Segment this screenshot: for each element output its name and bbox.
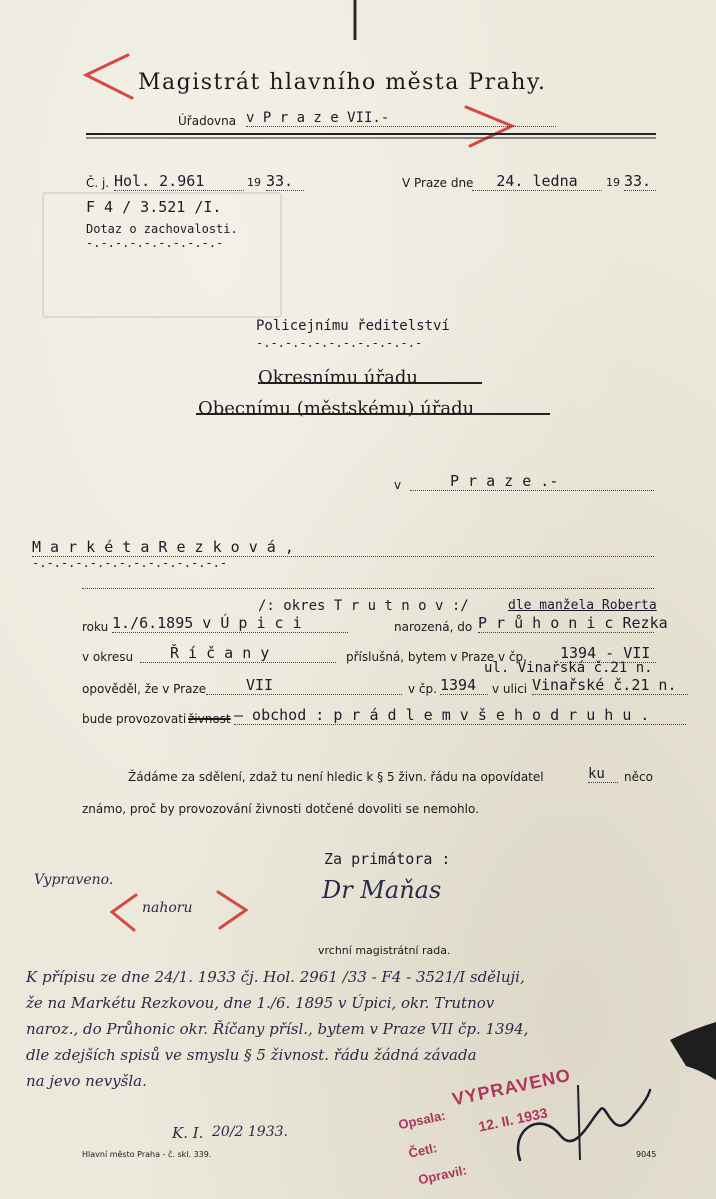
vcp-value: 1394 <box>440 676 488 695</box>
person-name: M a r k é t a R e z k o v á , <box>32 538 654 557</box>
provoz-label: bude provozovati <box>82 712 187 726</box>
opovedel-district: VII <box>206 676 402 695</box>
date-value: 24. ledna <box>472 172 602 191</box>
second-ref: F 4 / 3.521 /I. <box>86 198 222 216</box>
stamp-date: 12. II. 1933 <box>477 1104 549 1135</box>
official-signature: Dr Maňas <box>322 876 442 904</box>
recipient-dashes: -.-.-.-.-.-.-.-.-.-.-.- <box>256 336 423 350</box>
district-note: /: okres T r u t n o v :/ <box>258 598 469 614</box>
date-label: V Praze dne <box>402 176 474 190</box>
birth-value: 1./6.1895 v Ú p i c i <box>112 614 348 633</box>
date-year-prefix: 19 <box>606 176 620 189</box>
official-title: vrchní magistrátní rada. <box>318 944 451 957</box>
paragraph-line2: známo, proč by provozování živnosti dotčené dovoliti se nemohlo. <box>82 802 479 816</box>
note-nahoru: nahoru <box>142 900 193 916</box>
footer-date: 20/2 1933. <box>212 1124 288 1140</box>
footer-initials: K. I. <box>172 1124 204 1142</box>
provoz-value: — obchod : p r á d l e m v š e h o d r u h u . <box>234 706 686 725</box>
spouse-note: dle manžela Roberta <box>508 598 657 613</box>
place-prefix: v <box>394 478 402 492</box>
form-number: 9045 <box>636 1150 657 1159</box>
stamp-opravil: Opravil: <box>416 1162 469 1188</box>
cj-label: Č. j. <box>86 176 110 190</box>
recipient-police: Policejnímu ředitelství <box>256 318 450 334</box>
okres-label: v okresu <box>82 650 134 664</box>
person-name-dashes: -.-.-.-.-.-.-.-.-.-.-.-.-.- <box>32 556 228 570</box>
reply-line-5: na jevo nevyšla. <box>26 1072 147 1090</box>
reply-line-2: že na Markétu Rezkovou, dne 1./6. 1895 v Úpici, okr. Trutnov <box>26 994 495 1012</box>
stamp-opsala: Opsala: <box>397 1107 447 1133</box>
roku-label: roku <box>82 620 109 634</box>
reply-line-3: naroz., do Průhonic okr. Říčany přísl., bytem v Praze VII čp. 1394, <box>26 1020 529 1038</box>
vcp-label: v čp. <box>408 682 437 696</box>
narozen-label: narozená, do <box>394 620 473 634</box>
vulici-value: Vinařské č.21 n. <box>532 676 688 695</box>
office-label: Úřadovna <box>178 114 237 128</box>
office-value: v P r a z e VII.- <box>246 110 556 127</box>
paragraph-line1: Žádáme za sdělení, zdaž tu není hledic k § 5 živn. řádu na opovídatel <box>128 770 544 784</box>
reply-line-4: dle zdejších spisů ve smyslu § 5 živnost. řádu žádná závada <box>26 1046 477 1064</box>
magistrate-title: Magistrát hlavního města Prahy. <box>138 70 547 95</box>
vulici-label: v ulici <box>492 682 528 696</box>
note-vypraveno: Vypraveno. <box>34 872 114 888</box>
ref-year-prefix: 19 <box>247 176 261 189</box>
paragraph-ku: ku <box>588 766 618 783</box>
struck-district-office: Okresnímu úřadu <box>258 367 418 388</box>
address-cp: 1394 - VII <box>560 644 656 663</box>
ref-year: 33. <box>266 172 304 191</box>
place-value: P r a z e .- <box>410 472 654 491</box>
form-print: Hlavní město Praha - č. skl. 339. <box>82 1150 212 1159</box>
provoz-struck: živnost <box>188 712 231 726</box>
cj-value: Hol. 2.961 <box>114 172 244 191</box>
subject-dashes: -.-.-.-.-.-.-.-.-.- <box>86 236 224 250</box>
for-mayor-label: Za primátora : <box>324 850 451 868</box>
stamp-vypraveno: VYPRAVENO <box>450 1064 573 1110</box>
address-street: ul. Vinařská č.21 n. <box>484 660 653 676</box>
origin-value: P r ů h o n i c Rezka <box>478 614 668 632</box>
date-year: 33. <box>624 172 656 191</box>
opovedel-label: opověděl, že v Praze <box>82 682 207 696</box>
subject: Dotaz o zachovalosti. <box>86 222 238 236</box>
reply-line-1: K přípisu ze dne 24/1. 1933 čj. Hol. 2961 /33 - F4 - 3521/I sděluji, <box>26 968 525 986</box>
okres-value: Ř í č a n y <box>140 644 336 663</box>
stamp-cetl: Četl: <box>407 1140 439 1161</box>
struck-municipal-office: Obecnímu (městskému) úřadu <box>198 398 475 419</box>
paragraph-neco: něco <box>624 770 653 784</box>
prislus-label: příslušná, bytem v Praze v čp. <box>346 650 527 664</box>
